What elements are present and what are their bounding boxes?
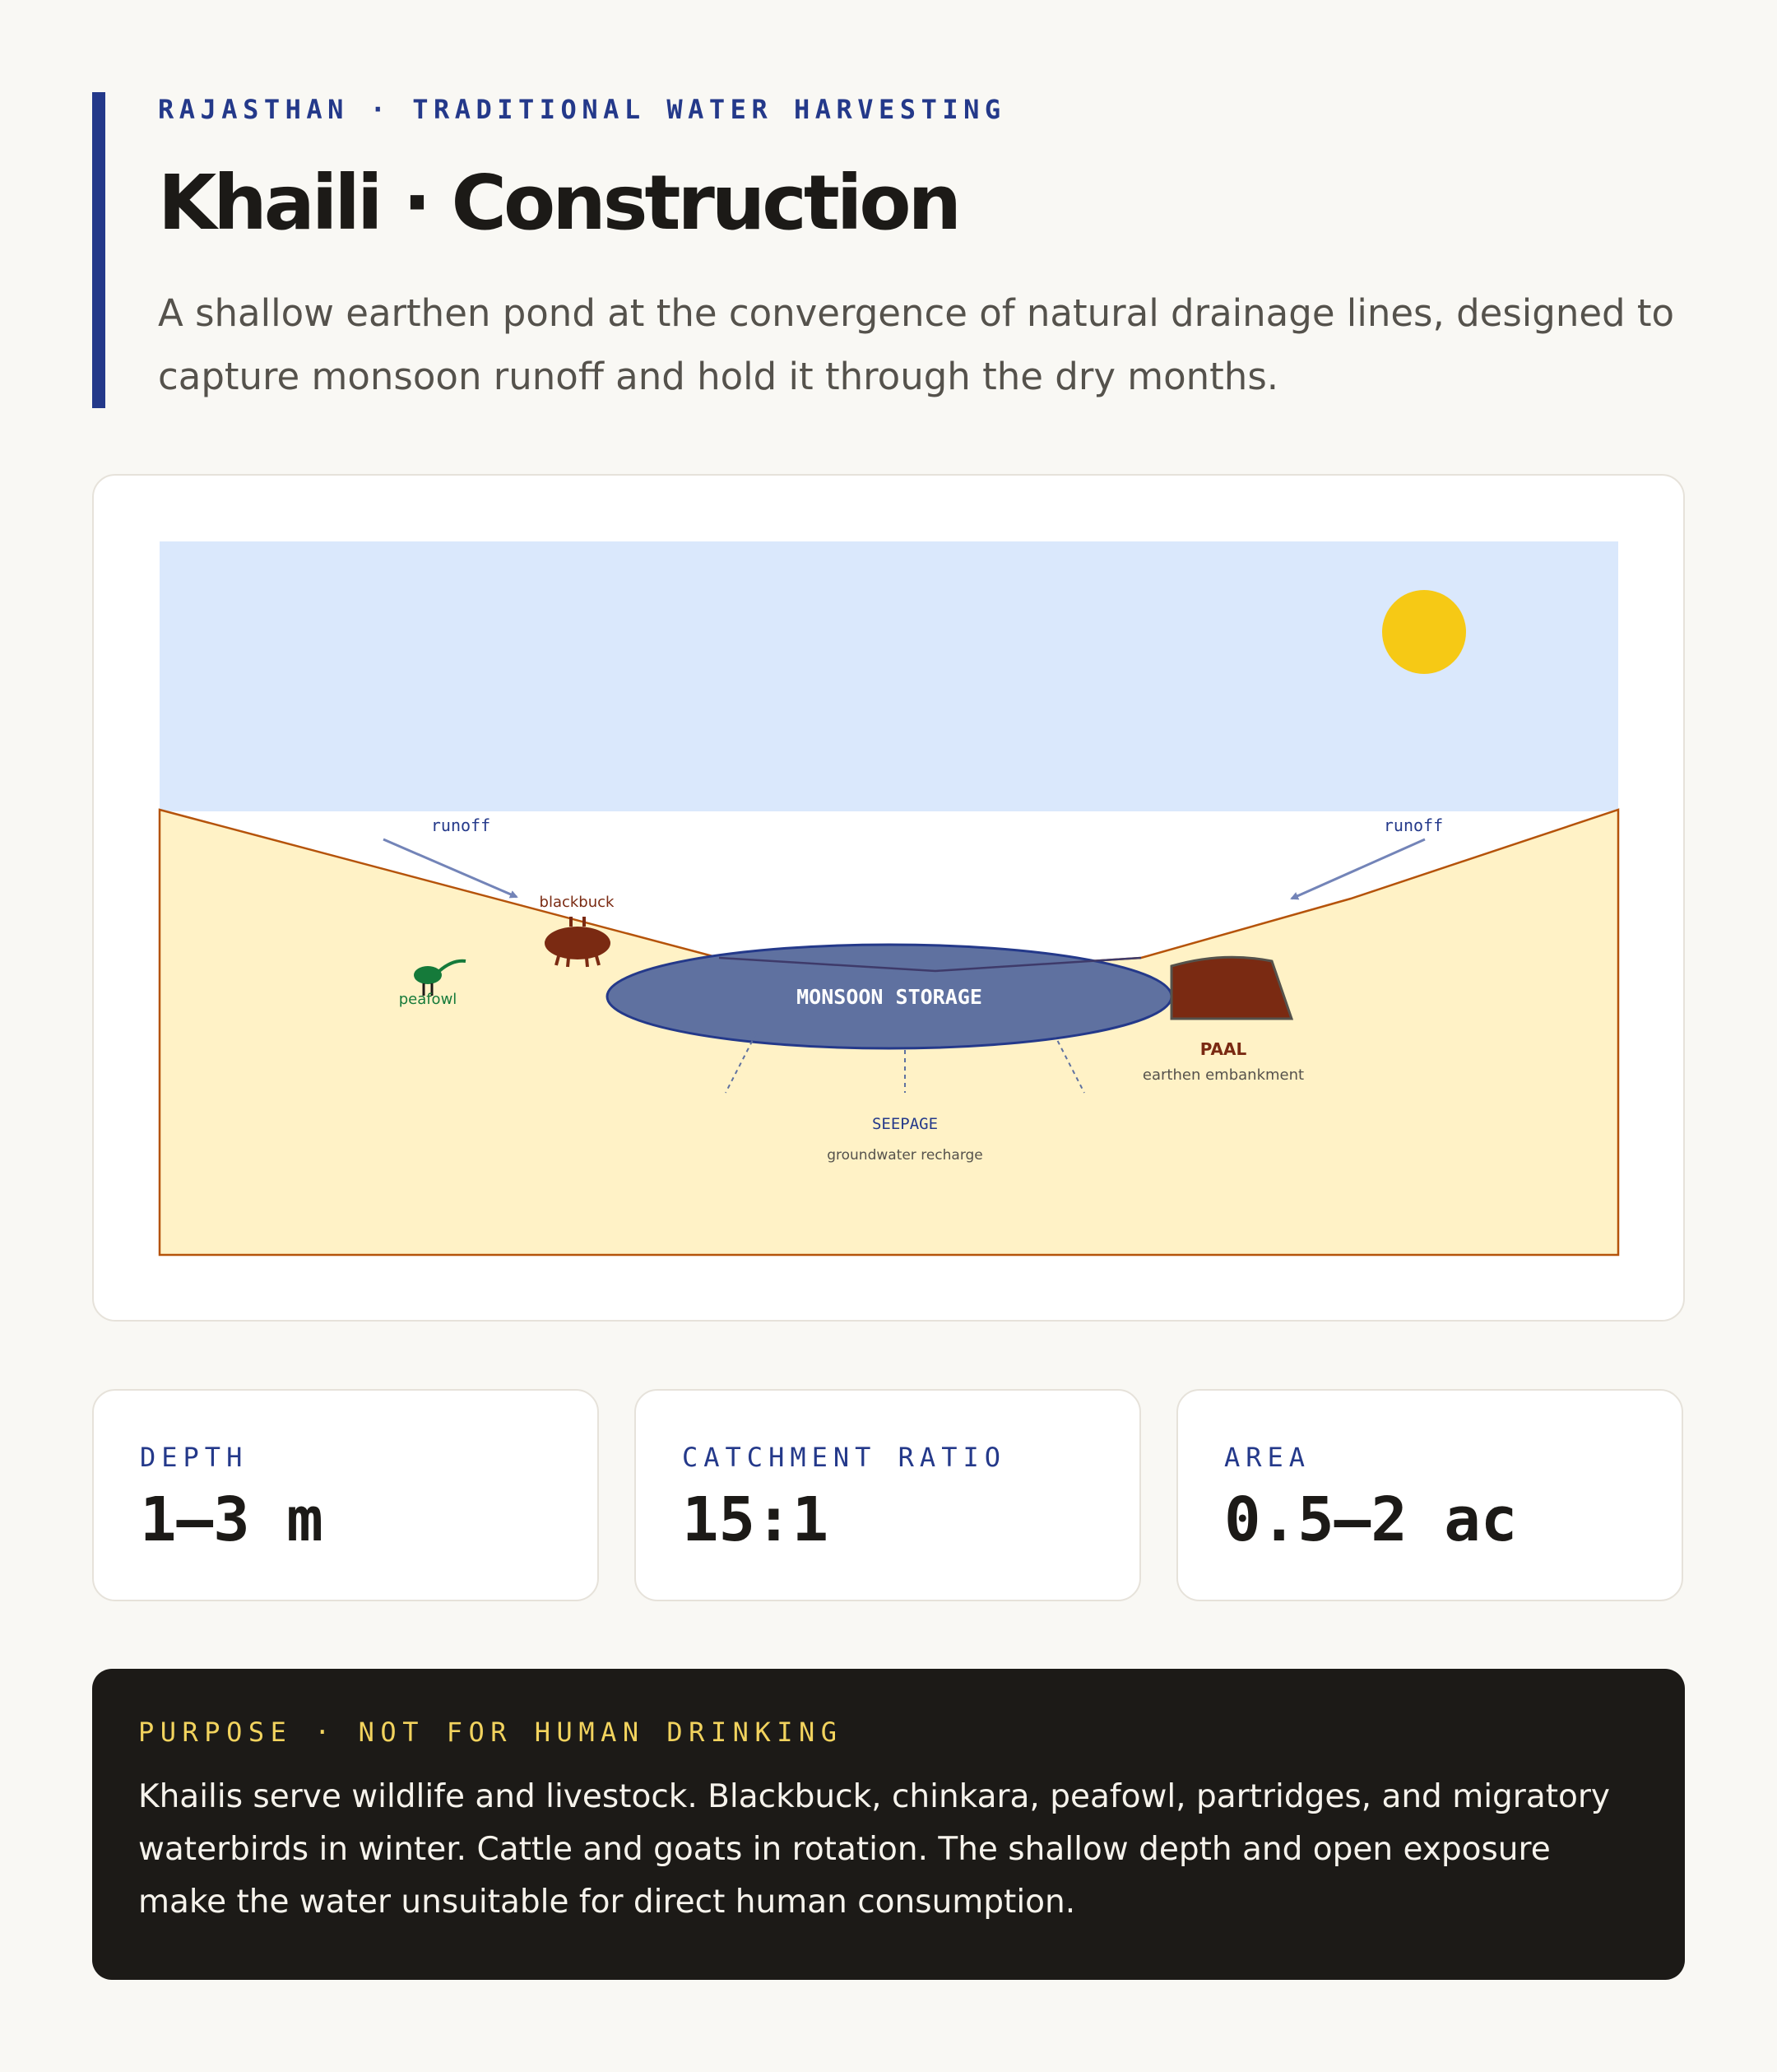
stat-label: AREA <box>1224 1442 1311 1473</box>
storage-label: MONSOON STORAGE <box>796 985 982 1009</box>
purpose-panel <box>92 1669 1685 1980</box>
stat-value: 0.5–2 ac <box>1224 1484 1518 1555</box>
page-title: Khaili · Construction <box>158 159 959 247</box>
purpose-text: Khailis serve wildlife and livestock. Blackbuck, chinkara, peafowl, partridges, and migratory waterbirds in winter. Cattle and goats in rotation. The shallow depth and open exposure make the water unsuitable for direct human consumption. <box>138 1778 1610 1921</box>
runoff-label-left: runoff <box>430 815 491 835</box>
stat-value: 1–3 m <box>140 1484 323 1555</box>
stat-card-catchment-ratio <box>634 1389 1141 1601</box>
diagram-card <box>92 474 1685 1322</box>
stat-value: 15:1 <box>682 1484 829 1555</box>
seepage-label: SEEPAGE <box>871 1115 939 1133</box>
stat-label: DEPTH <box>140 1442 248 1473</box>
purpose-label: PURPOSE · NOT FOR HUMAN DRINKING <box>138 1717 843 1748</box>
stat-card-depth <box>92 1389 599 1601</box>
paal-embankment <box>1172 957 1292 1019</box>
runoff-label-right: runoff <box>1383 815 1444 835</box>
seepage-sublabel: groundwater recharge <box>827 1147 983 1164</box>
sky <box>160 541 1618 811</box>
peafowl-label: peafowl <box>398 991 457 1008</box>
khaili-cross-section-diagram <box>94 476 1685 1322</box>
stat-label: CATCHMENT RATIO <box>682 1442 1006 1473</box>
paal-label: PAAL <box>1199 1039 1247 1059</box>
eyebrow-label: RAJASTHAN · TRADITIONAL WATER HARVESTING <box>158 94 1006 125</box>
stat-card-area <box>1176 1389 1683 1601</box>
blackbuck-label: blackbuck <box>539 894 615 911</box>
paal-sublabel: earthen embankment <box>1142 1066 1305 1084</box>
sun-icon <box>1382 590 1466 674</box>
page-description: A shallow earthen pond at the convergence of natural drainage lines, designed to capture monsoon runoff and hold it through the dry months. <box>158 291 1675 398</box>
header-block <box>92 92 1696 408</box>
